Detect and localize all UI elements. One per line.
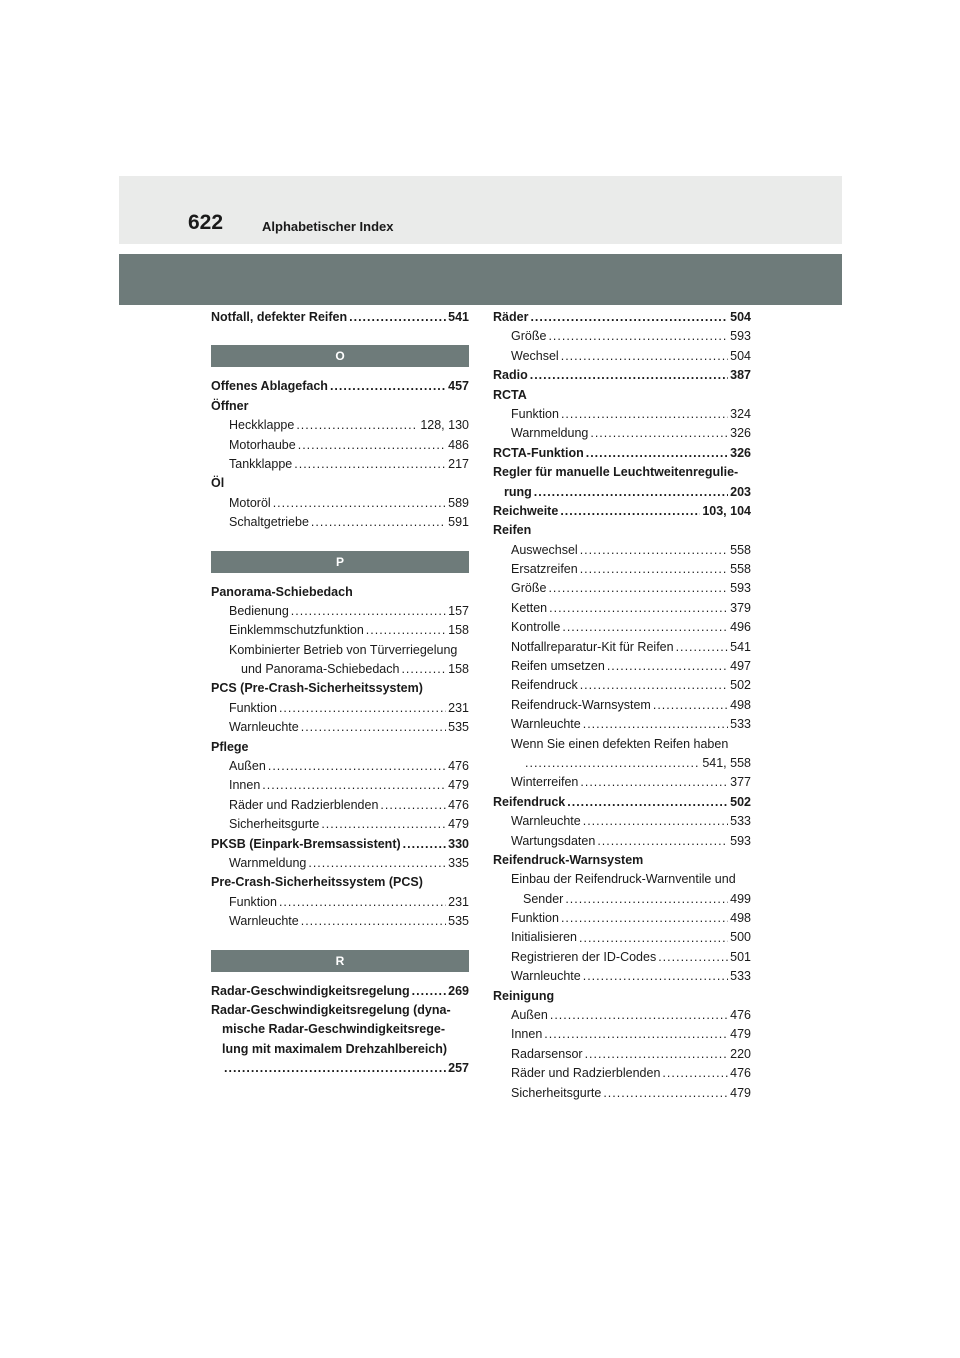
index-entry: und Panorama-Schiebedach ..... 158 [211, 660, 469, 679]
header-band [119, 176, 842, 244]
index-entry: ..... 257 [211, 1059, 469, 1078]
index-heading: RCTA [493, 387, 527, 402]
index-entry-text: Wenn Sie einen defekten Reifen haben [511, 736, 729, 751]
index-entry: Sicherheitsgurte ..... 479 [493, 1084, 751, 1103]
index-column-right [493, 308, 751, 1103]
index-entry: Warnleuchte ..... 533 [493, 812, 751, 831]
index-entry: Radar-Geschwindigkeitsregelung ..... 269 [211, 982, 469, 1001]
index-entry: Reifendruck ..... 502 [493, 793, 751, 812]
index-entry: Notfallreparatur-Kit für Reifen ..... 541 [493, 638, 751, 657]
index-entry: Radio ..... 387 [493, 366, 751, 385]
index-heading: Öl [211, 476, 225, 491]
index-heading: Reifen [493, 523, 532, 538]
index-heading: mische Radar-Geschwindigkeitsrege- [222, 1022, 445, 1037]
index-entry: RCTA-Funktion ..... 326 [493, 444, 751, 463]
index-entry: Größe ..... 593 [493, 327, 751, 346]
index-entry: Registrieren der ID-Codes ..... 501 [493, 948, 751, 967]
index-entry-text: Kombinierter Betrieb von Türverriegelung [229, 642, 458, 657]
index-heading: Pre-Crash-Sicherheitssystem (PCS) [211, 875, 423, 890]
index-entry: Funktion ..... 231 [211, 699, 469, 718]
index-entry: Tankklappe ..... 217 [211, 455, 469, 474]
header-dark-band [119, 254, 842, 305]
index-entry: Initialisieren ..... 500 [493, 929, 751, 948]
index-entry: Winterreifen ..... 377 [493, 773, 751, 792]
index-heading: Regler für manuelle Leuchtweitenregulie- [493, 465, 739, 480]
index-entry: Einklemmschutzfunktion ..... 158 [211, 621, 469, 640]
index-heading: lung mit maximalem Drehzahlbereich) [222, 1041, 448, 1056]
index-entry: Funktion ..... 498 [493, 909, 751, 928]
index-entry: Warnmeldung ..... 326 [493, 424, 751, 443]
index-entry: PKSB (Einpark-Bremsassistent) ..... 330 [211, 835, 469, 854]
index-entry: Räder ..... 504 [493, 308, 751, 327]
index-entry: Radarsensor ..... 220 [493, 1045, 751, 1064]
index-heading: Radar-Geschwindigkeitsregelung (dyna- [211, 1002, 451, 1017]
index-entry: Wechsel ..... 504 [493, 347, 751, 366]
index-entry: Warnleuchte ..... 535 [211, 912, 469, 931]
index-entry: Außen ..... 476 [211, 757, 469, 776]
page-number: 622 [188, 211, 224, 234]
index-heading: Reinigung [493, 988, 555, 1003]
index-entry: Innen ..... 479 [211, 776, 469, 795]
index-entry: Warnleuchte ..... 535 [211, 718, 469, 737]
index-entry: Warnleuchte ..... 533 [493, 715, 751, 734]
index-entry-text: Einbau der Reifendruck-Warnventile und [511, 872, 736, 887]
index-entry: Räder und Radzierblenden ..... 476 [211, 796, 469, 815]
index-entry: Ersatzreifen ..... 558 [493, 560, 751, 579]
index-entry: Kontrolle ..... 496 [493, 618, 751, 637]
index-entry: Auswechsel ..... 558 [493, 541, 751, 560]
section-header-p: P [211, 551, 469, 573]
index-entry: Außen ..... 476 [493, 1006, 751, 1025]
index-entry: Funktion ..... 324 [493, 405, 751, 424]
index-entry: Notfall, defekter Reifen ..... 541 [211, 308, 469, 327]
index-entry: Reifendruck ..... 502 [493, 676, 751, 695]
index-entry: Reifendruck-Warnsystem ..... 498 [493, 696, 751, 715]
index-entry: Reifen umsetzen ..... 497 [493, 657, 751, 676]
index-entry: Sicherheitsgurte ..... 479 [211, 815, 469, 834]
index-heading: PCS (Pre-Crash-Sicherheitssystem) [211, 681, 423, 696]
index-heading: Pflege [211, 739, 249, 754]
index-heading: Öffner [211, 398, 249, 413]
index-entry: Motoröl ..... 589 [211, 494, 469, 513]
index-entry: Schaltgetriebe ..... 591 [211, 513, 469, 532]
index-heading: Reifendruck-Warnsystem [493, 852, 644, 867]
index-entry: Innen ..... 479 [493, 1025, 751, 1044]
index-entry: Größe ..... 593 [493, 579, 751, 598]
index-entry: Wartungsdaten ..... 593 [493, 832, 751, 851]
index-entry: Warnmeldung ..... 335 [211, 854, 469, 873]
index-entry: Funktion ..... 231 [211, 893, 469, 912]
index-entry: Motorhaube ..... 486 [211, 436, 469, 455]
index-entry: rung ..... 203 [493, 483, 751, 502]
section-header-o: O [211, 345, 469, 367]
index-entry: Bedienung ..... 157 [211, 602, 469, 621]
index-heading: Panorama-Schiebedach [211, 584, 353, 599]
index-entry: Warnleuchte ..... 533 [493, 967, 751, 986]
index-entry: Reichweite ..... 103, 104 [493, 502, 751, 521]
index-entry: Offenes Ablagefach ..... 457 [211, 377, 469, 396]
index-entry: Heckklappe ..... 128, 130 [211, 416, 469, 435]
index-entry: Räder und Radzierblenden ..... 476 [493, 1064, 751, 1083]
page-title: Alphabetischer Index [262, 219, 394, 234]
section-header-r: R [211, 950, 469, 972]
index-entry: Ketten ..... 379 [493, 599, 751, 618]
index-column-left [211, 308, 469, 1079]
index-entry: Sender ..... 499 [493, 890, 751, 909]
index-entry: ..... 541, 558 [493, 754, 751, 773]
